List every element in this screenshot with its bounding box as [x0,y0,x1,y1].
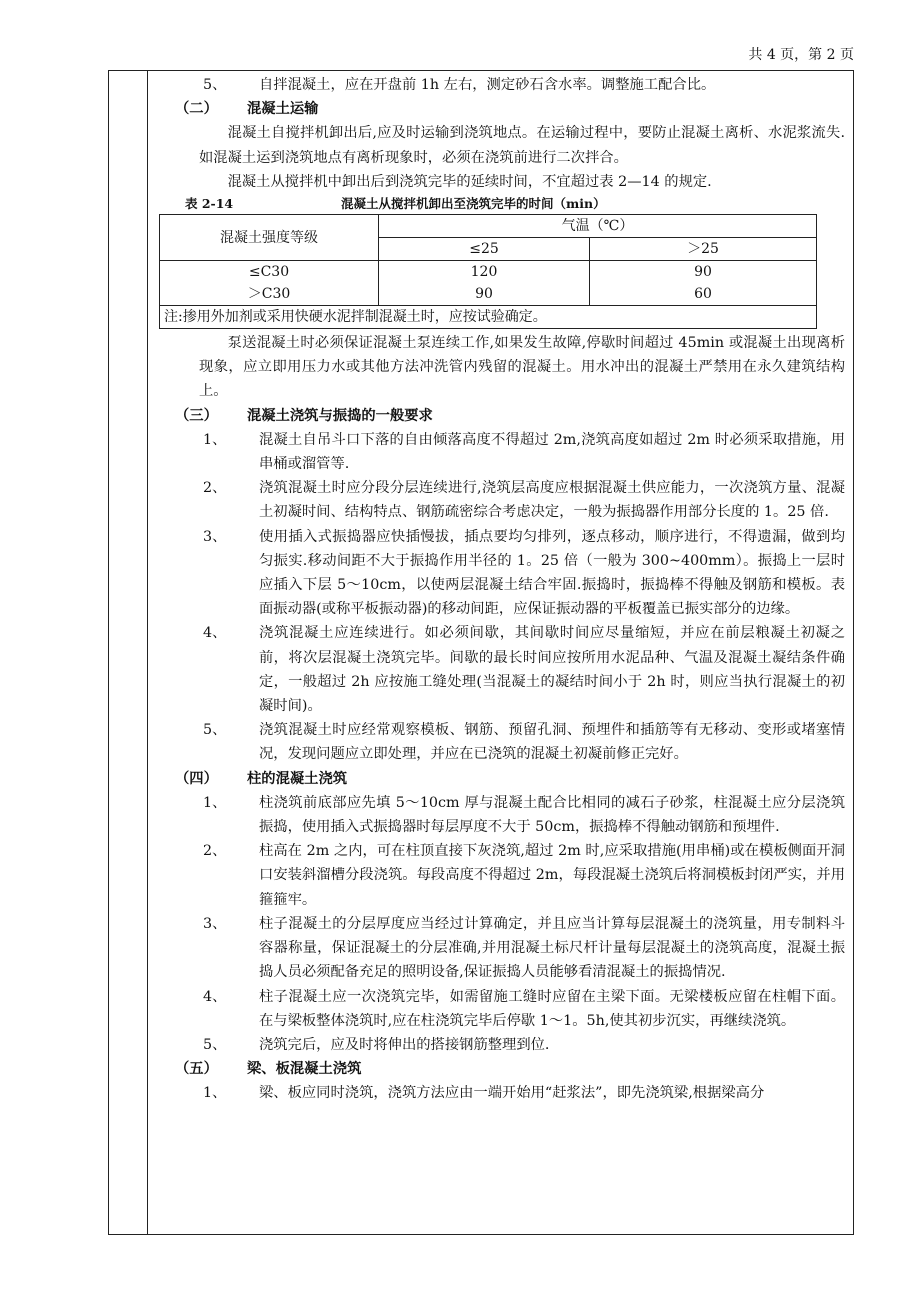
section-title: 柱的混凝土浇筑 [247,770,348,787]
paragraph: 泵送混凝土时必须保证混凝土泵连续工作,如果发生故障,停歇时间超过 45min 或混凝土出现离析现象，应立即用压力水或其他方法冲洗管内残留的混凝土。用水冲出的混凝土严禁用在永久建筑结构上。 [199,335,845,400]
list-item [151,791,845,839]
section-title: 混凝土浇筑与振捣的一般要求 [247,407,433,424]
item-number: 1、 [203,1085,227,1102]
list-item [151,985,845,1033]
item-text: 柱浇筑前底部应先填 5～10cm 厚与混凝土配合比相同的减石子砂浆，柱混凝土应分层浇筑振捣，使用插入式振捣器时每层厚度不大于 50cm，振捣棒不得触动钢筋和预埋件. [259,794,845,836]
section-heading [175,1057,845,1081]
item-number: 1、 [203,431,227,448]
list-item [151,718,845,766]
item-text: 混凝土自吊斗口下落的自由倾落高度不得超过 2m,浇筑高度如超过 2m 时必须采取措施，用串桶或溜管等. [259,431,845,473]
table-header-low-temp: ≤25 [379,238,590,261]
list-item [151,525,845,622]
item-text: 柱子混凝土应一次浇筑完毕，如需留施工缝时应留在主梁下面。无梁楼板应留在柱帽下面。在与梁板整体浇筑时,应在柱浇筑完毕后停歇 1～1。5h,使其初步沉实，再继续浇筑。 [259,988,845,1029]
item-number: 5、 [203,722,227,739]
table-header-high-temp: ＞25 [590,238,817,261]
table-cell-grade: ＞C30 [160,283,379,306]
section-number: （三） [175,407,218,424]
item-text: 浇筑混凝土时应经常观察模板、钢筋、预留孔洞、预埋件和插筋等有无移动、变形或堵塞情况，发现问题应立即处理，并应在已浇筑的混凝土初凝前修正完好。 [259,722,845,763]
section-heading [175,404,845,428]
section-number: （五） [175,1061,218,1078]
paragraph: 混凝土自搅拌机卸出后,应及时运输到浇筑地点。在运输过程中，要防止混凝土离析、水泥浆流失.如混凝土运到浇筑地点有离析现象时，必须在浇筑前进行二次拌合。 [199,125,845,166]
item-text: 使用插入式振捣器应快插慢拔，插点要均匀排列，逐点移动，顺序进行，不得遗漏，做到均匀振实.移动间距不大于振捣作用半径的 1。25 倍（一般为 300~400mm）。振捣上一层时应插入下层 5～10cm，以使两层混凝土结合牢固.振捣时，振捣棒不得触及钢筋和模板。表面振动器(或称平板振动器)的移动间距，应保证振动器的平板覆盖已振实部分的边缘。 [259,528,845,618]
list-item [151,1033,845,1057]
item-text: 浇筑混凝土应连续进行。如必须间歇，其间歇时间应尽量缩短，并应在前层粮凝土初凝之前，将次层混凝土浇筑完毕。间歇的最长时间应按所用水泥品种、气温及混凝土凝结条件确定，一般超过 2h 应按施工缝处理(当混凝土的凝结时间小于 2h 时，则应当执行混凝土的初凝时间)。 [259,625,845,715]
section-number: （四） [175,770,218,787]
item-number: 2、 [203,843,227,860]
table-header-grade: 混凝土强度等级 [160,215,379,261]
left-column-divider [147,71,148,1234]
form-frame [108,70,854,1235]
list-item [151,73,845,97]
item-number: 4、 [203,625,227,642]
page-number: 共 4 页，第 2 页 [748,47,854,63]
table-cell-high: 60 [590,283,817,306]
table-header-temperature: 气温（℃） [379,215,817,238]
item-number: 2、 [203,480,227,497]
item-text: 自拌混凝土，应在开盘前 1h 左右，测定砂石含水率。调整施工配合比。 [259,77,716,93]
item-text: 浇筑完后，应及时将伸出的搭接钢筋整理到位. [259,1036,550,1053]
table-cell-high: 90 [590,261,817,284]
section-title: 混凝土运输 [247,101,319,118]
document-body [151,73,845,1106]
table-number: 表 2-14 [185,196,234,212]
table-cell-grade: ≤C30 [160,261,379,284]
list-item [151,476,845,524]
list-item [151,428,845,476]
item-number: 1、 [203,794,227,811]
section-number: （二） [175,101,218,118]
table-title: 混凝土从搅拌机卸出至浇筑完毕的时间（min） [341,196,606,212]
section-title: 梁、板混凝土浇筑 [247,1061,362,1078]
list-item [151,1081,845,1105]
section-heading [175,97,845,121]
table-cell-low: 90 [379,283,590,306]
item-text: 柱高在 2m 之内，可在柱顶直接下灰浇筑,超过 2m 时,应采取措施(用串桶)或在模板侧面开洞口安装斜溜槽分段浇筑。每段高度不得超过 2m，每段混凝土浇筑后将洞模板封闭严实，并用箍箍牢。 [259,843,845,908]
table-row [160,283,817,306]
item-number: 3、 [203,915,227,932]
list-item [151,839,845,912]
item-text: 柱子混凝土的分层厚度应当经过计算确定，并且应当计算每层混凝土的浇筑量，用专制料斗容器称量，保证混凝土的分层准确,并用混凝土标尺杆计量每层混凝土的浇筑高度，混凝土振捣人员必须配备充足的照明设备,保证振捣人员能够看清混凝土的振捣情况. [259,915,845,981]
time-limit-table [159,214,817,329]
list-item [151,912,845,985]
section-heading [175,767,845,791]
paragraph: 混凝土从搅拌机中卸出后到浇筑完毕的延续时间，不宜超过表 2—14 的规定. [227,173,712,190]
table-row [160,261,817,284]
table-note: 注:掺用外加剂或采用快硬水泥拌制混凝土时，应按试验确定。 [160,306,817,329]
list-item [151,621,845,718]
item-number: 5、 [203,1036,227,1053]
table-caption [151,194,845,214]
item-text: 浇筑混凝土时应分段分层连续进行,浇筑层高度应根据混凝土供应能力，一次浇筑方量、混凝土初凝时间、结构特点、钢筋疏密综合考虑决定，一般为振捣器作用部分长度的 1。25 倍. [259,480,845,521]
item-number: 5、 [203,77,227,93]
item-number: 3、 [203,528,227,545]
table-cell-low: 120 [379,261,590,284]
item-number: 4、 [203,988,227,1005]
item-text: 梁、板应同时浇筑，浇筑方法应由一端开始用“赶浆法”，即先浇筑梁,根据梁高分 [259,1085,765,1102]
